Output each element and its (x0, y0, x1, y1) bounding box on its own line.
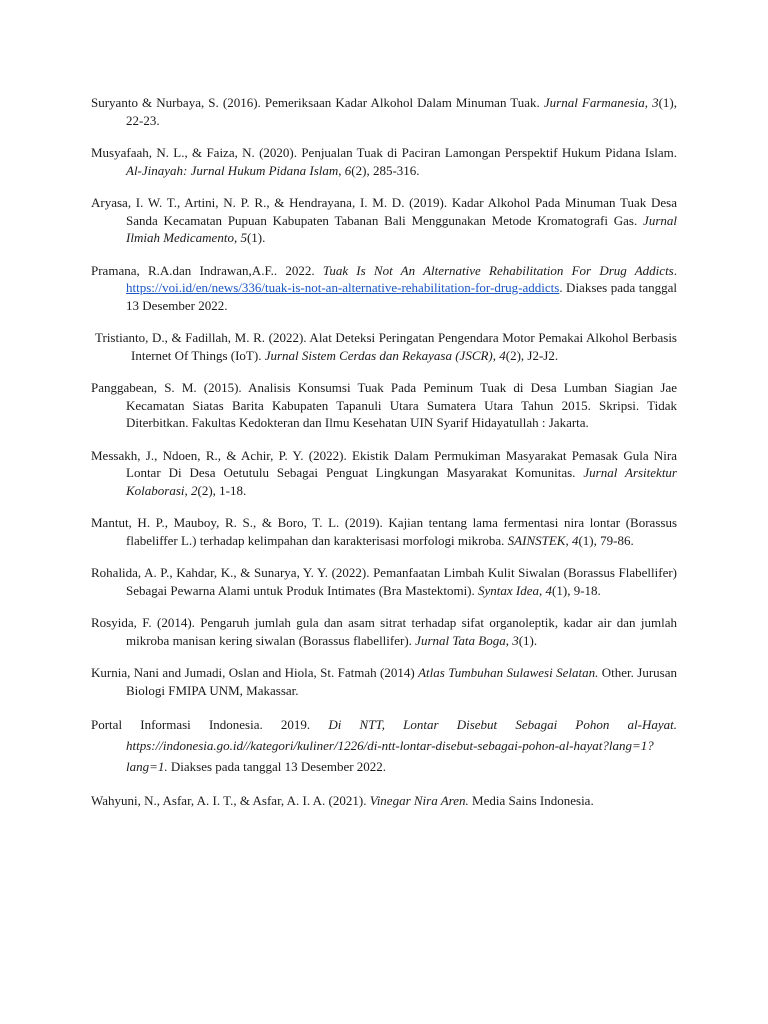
reference-text: , (233, 230, 241, 245)
reference-text: (1), 22-23. (126, 95, 678, 128)
reference-text: Rosyida, F. (2014). Pengaruh jumlah gula dan asam sitrat terhadap sifat organoleptik, kadar air dan jumlah mikroba manisan kering siwalan (Borassus flabellifer). (91, 615, 677, 648)
reference-text: Portal Informasi Indonesia. 2019. (91, 717, 329, 732)
reference-text: , (338, 162, 345, 178)
reference-italic-text: Jurnal Ilmiah Medicamento (126, 212, 677, 245)
reference-italic-text: Al-Jinayah: Jurnal Hukum Pidana Islam (126, 162, 339, 178)
reference-entry (91, 262, 677, 315)
reference-italic-text: Vinegar Nira Aren. (369, 793, 469, 808)
reference-italic-text: Jurnal Arsitektur Kolaborasi (126, 465, 677, 498)
reference-text: (2), 1-18. (197, 482, 247, 498)
reference-text: Media Sains Indonesia. (468, 793, 594, 808)
reference-entry (91, 664, 677, 699)
reference-text: Pramana, R.A.dan Indrawan,A.F.. 2022. (91, 262, 323, 278)
reference-text: , (184, 482, 192, 498)
reference-text: Mantut, H. P., Mauboy, R. S., & Boro, T. L. (2019). Kajian tentang lama fermentasi nira lontar (Borassus flabeliffer L.) terhadap kelimpahan dan karakterisasi morfologi mikroba. (91, 515, 677, 548)
reference-text: . (673, 262, 677, 278)
reference-entry (91, 447, 677, 500)
reference-italic-text: Atlas Tumbuhan Sulawesi Selatan. (418, 665, 599, 680)
reference-text: Other. Jurusan Biologi FMIPA UNM, Makassar. (126, 665, 678, 698)
reference-entry (91, 194, 677, 247)
reference-entry (91, 329, 677, 364)
reference-entry (91, 614, 677, 649)
reference-italic-text: 6 (344, 162, 352, 178)
reference-text: , (539, 582, 546, 598)
reference-text: Rohalida, A. P., Kahdar, K., & Sunarya, Y. Y. (2022). Pemanfaatan Limbah Kulit Siwalan (Borassus Flabellifer) Sebagai Pewarna Alami untuk Produk Intimates (Bra Mastektomi). (91, 565, 677, 598)
reference-text: Messakh, J., Ndoen, R., & Achir, P. Y. (2022). Ekistik Dalam Permukiman Masyarakat Pemasak Gula Nira Lontar Di Desa Oetutulu Sebagai Penguat Lingkungan Masyarakat Komunitas. (91, 447, 677, 480)
reference-text: (1). (518, 632, 538, 648)
reference-text: , (644, 95, 653, 110)
reference-italic-text: 5 (240, 230, 247, 245)
reference-italic-text: Jurnal Sistem Cerdas dan Rekayasa (JSCR) (264, 347, 493, 363)
reference-text: Diakses pada tanggal 13 Desember 2022. (167, 759, 387, 774)
reference-italic-text: Tuak Is Not An Alternative Rehabilitation For Drug Addicts (322, 262, 674, 278)
reference-text: , (505, 632, 513, 648)
reference-text: Kurnia, Nani and Jumadi, Oslan and Hiola, St. Fatmah (2014) (91, 665, 419, 680)
reference-entry (91, 792, 677, 810)
reference-entry (91, 94, 677, 129)
reference-link[interactable]: https://voi.id/en/news/336/tuak-is-not-an-alternative-rehabilitation-for-drug-addicts (126, 280, 560, 295)
reference-text: . Diakses pada tanggal 13 Desember 2022. (126, 280, 677, 313)
reference-italic-text: 3 (512, 632, 519, 648)
reference-italic-text: 4 (545, 582, 553, 598)
reference-text: (1), 79-86. (578, 532, 634, 548)
reference-italic-text: 3 (652, 95, 659, 110)
reference-italic-text: 2 (191, 482, 198, 498)
reference-entry (91, 514, 677, 549)
reference-italic-text: Syntax Idea (478, 582, 540, 598)
reference-text: Aryasa, I. W. T., Artini, N. P. R., & Hendrayana, I. M. D. (2019). Kadar Alkohol Pada Minuman Tuak Desa Sanda Kecamatan Pupuan Kabupaten Tabanan Bali Menggunakan Metode Kromatografi Gas. (91, 195, 677, 228)
reference-text: Suryanto & Nurbaya, S. (2016). Pemeriksaan Kadar Alkohol Dalam Minuman Tuak. (91, 95, 544, 110)
reference-italic-text: 4 (499, 347, 506, 363)
reference-text: (2), 285-316. (351, 162, 420, 178)
reference-text: Musyafaah, N. L., & Faiza, N. (2020). Penjualan Tuak di Paciran Lamongan Perspektif Hukum Pidana Islam. (91, 145, 677, 160)
reference-entry (91, 379, 677, 432)
reference-text: (1), 9-18. (552, 582, 601, 598)
reference-italic-text: SAINSTEK (507, 532, 566, 548)
reference-entry (91, 564, 677, 599)
reference-italic-text: Jurnal Tata Boga (415, 632, 506, 648)
reference-text: (2), J2-J2. (505, 347, 559, 363)
reference-italic-text: Jurnal Farmanesia (543, 95, 645, 110)
reference-text: Tristianto, D., & Fadillah, M. R. (2022). Alat Deteksi Peringatan Pengendara Motor Pemakai Alkohol Berbasis Internet Of Things (IoT). (95, 330, 677, 363)
reference-text: , (565, 532, 572, 548)
reference-text: Wahyuni, N., Asfar, A. I. T., & Asfar, A. I. A. (2021). (91, 793, 370, 808)
reference-italic-text: Di NTT, Lontar Disebut Sebagai Pohon al-Hayat. https://indonesia.go.id//kategori/kuliner/1226/di-ntt-lontar-disebut-sebagai-pohon-al-hayat?lang=1?lang=1. (126, 717, 677, 774)
reference-text: Panggabean, S. M. (2015). Analisis Konsumsi Tuak Pada Peminum Tuak di Desa Lumban Siagian Jae Kecamatan Siatas Barita Kabupaten Tapanuli Utara Sumatera Utara Tahun 2015. Skripsi. Tidak Diterbitkan. Fakultas Kedokteran dan Ilmu Kesehatan UIN Syarif Hidayatullah : Jakarta. (91, 380, 677, 430)
reference-italic-text: 4 (571, 532, 579, 548)
reference-list (91, 94, 677, 825)
reference-entry (91, 144, 677, 179)
reference-text: , (492, 347, 500, 363)
reference-text: (1). (246, 230, 266, 245)
reference-entry (91, 714, 677, 777)
